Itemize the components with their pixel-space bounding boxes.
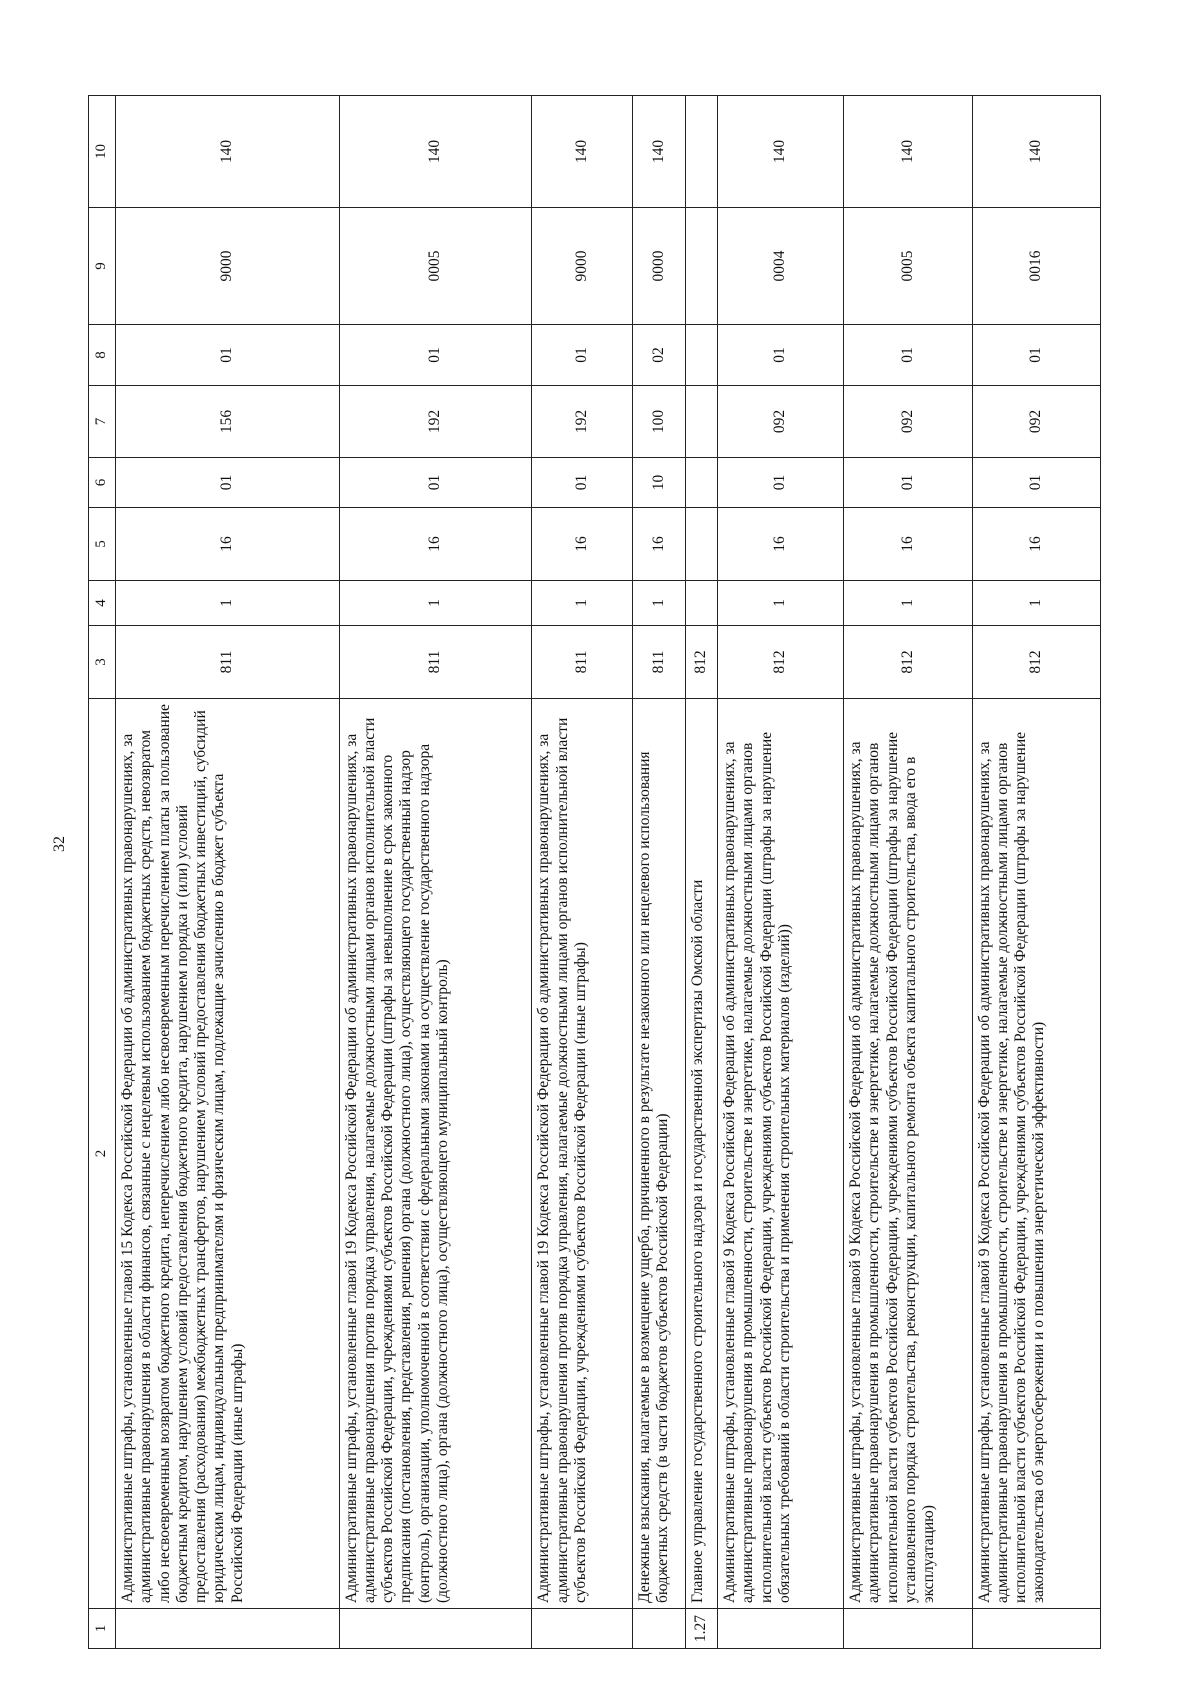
- code-subgroup: 16: [972, 508, 1100, 581]
- column-header: 6: [89, 458, 116, 508]
- code-economic: 140: [116, 96, 340, 208]
- code-program: 9000: [116, 208, 340, 325]
- revenue-codes-table: [88, 95, 1101, 1649]
- code-element: 01: [339, 325, 532, 386]
- code-subgroup: 16: [633, 508, 686, 581]
- row-description: Административные штрафы, установленные главой 19 Кодекса Российской Федерации об административных правонарушениях, за административные правонарушения против порядка управления, налагаемые должностными лицами органов исполнительной власти субъектов Российской Федерации, учреждениями субъектов Российской Федерации (иные штрафы): [532, 699, 633, 1609]
- table-row: [972, 96, 1100, 1649]
- code-program: 0004: [717, 208, 843, 325]
- rotated-table-container: [88, 96, 1101, 1649]
- column-header: 5: [89, 508, 116, 581]
- code-admin: 812: [685, 626, 717, 699]
- row-description: Денежные взыскания, налагаемые в возмещение ущерба, причиненного в результате незаконного или нецелевого использования бюджетных средств (в части бюджетов субъектов Российской Федерации): [633, 699, 686, 1609]
- code-article: 01: [532, 458, 633, 508]
- column-header: 9: [89, 208, 116, 325]
- code-program: [685, 208, 717, 325]
- code-group: 1: [633, 581, 686, 626]
- code-program: 0005: [844, 208, 972, 325]
- code-element: 01: [717, 325, 843, 386]
- code-economic: 140: [532, 96, 633, 208]
- code-subgroup: 16: [532, 508, 633, 581]
- code-element: 01: [116, 325, 340, 386]
- code-element: 02: [633, 325, 686, 386]
- code-subarticle: 192: [532, 386, 633, 458]
- row-number: [972, 1609, 1100, 1649]
- code-element: [685, 325, 717, 386]
- code-group: 1: [116, 581, 340, 626]
- code-subarticle: 092: [972, 386, 1100, 458]
- code-subgroup: 16: [844, 508, 972, 581]
- code-subarticle: 156: [116, 386, 340, 458]
- column-header: 7: [89, 386, 116, 458]
- code-group: 1: [717, 581, 843, 626]
- code-element: 01: [972, 325, 1100, 386]
- code-group: 1: [844, 581, 972, 626]
- code-economic: [685, 96, 717, 208]
- row-description: Административные штрафы, установленные главой 9 Кодекса Российской Федерации об административных правонарушениях, за административные правонарушения в промышленности, строительстве и энергетике, налагаемые должностными лицами органов исполнительной власти субъектов Российской Федерации, учреждениями субъектов Российской Федерации (штрафы за нарушение обязательных требований в области строительства и применения строительных материалов (изделий)): [717, 699, 843, 1609]
- code-group: 1: [532, 581, 633, 626]
- section-number: 1.27: [685, 1609, 717, 1649]
- row-number: [717, 1609, 843, 1649]
- code-subgroup: [685, 508, 717, 581]
- code-admin: 811: [339, 626, 532, 699]
- code-group: [685, 581, 717, 626]
- header-row: [89, 96, 116, 1649]
- code-subarticle: 092: [717, 386, 843, 458]
- code-subarticle: [685, 386, 717, 458]
- code-admin: 811: [532, 626, 633, 699]
- code-economic: 140: [844, 96, 972, 208]
- code-element: 01: [844, 325, 972, 386]
- code-article: 01: [717, 458, 843, 508]
- table-row: [532, 96, 633, 1649]
- code-admin: 812: [844, 626, 972, 699]
- table-row: [717, 96, 843, 1649]
- code-program: 0000: [633, 208, 686, 325]
- code-admin: 811: [116, 626, 340, 699]
- code-admin: 812: [972, 626, 1100, 699]
- code-element: 01: [532, 325, 633, 386]
- table-row: [116, 96, 340, 1649]
- row-description: Административные штрафы, установленные главой 9 Кодекса Российской Федерации об административных правонарушениях, за административные правонарушения в промышленности, строительстве и энергетике, налагаемые должностными лицами органов исполнительной власти субъектов Российской Федерации, учреждениями субъектов Российской Федерации (штрафы за нарушение законодательства об энергосбережении и о повышении энергетической эффективности): [972, 699, 1100, 1609]
- code-economic: 140: [972, 96, 1100, 208]
- row-description: Административные штрафы, установленные главой 9 Кодекса Российской Федерации об административных правонарушениях, за административные правонарушения в промышленности, строительстве и энергетике, налагаемые должностными лицами органов исполнительной власти субъектов Российской Федерации, учреждениями субъектов Российской Федерации (штрафы за нарушение установленного порядка строительства, реконструкции, капитального ремонта объекта капитального строительства, ввода его в эксплуатацию): [844, 699, 972, 1609]
- row-number: [532, 1609, 633, 1649]
- code-article: 01: [972, 458, 1100, 508]
- column-header: 3: [89, 626, 116, 699]
- row-number: [116, 1609, 340, 1649]
- code-subarticle: 092: [844, 386, 972, 458]
- row-number: [339, 1609, 532, 1649]
- code-admin: 812: [717, 626, 843, 699]
- code-economic: 140: [633, 96, 686, 208]
- table-row: [844, 96, 972, 1649]
- code-admin: 811: [633, 626, 686, 699]
- code-group: 1: [972, 581, 1100, 626]
- code-group: 1: [339, 581, 532, 626]
- table-row-section: [685, 96, 717, 1649]
- code-economic: 140: [339, 96, 532, 208]
- code-article: 01: [844, 458, 972, 508]
- column-header: 4: [89, 581, 116, 626]
- code-subarticle: 100: [633, 386, 686, 458]
- column-header: 8: [89, 325, 116, 386]
- code-program: 0005: [339, 208, 532, 325]
- column-header: 10: [89, 96, 116, 208]
- row-number: [844, 1609, 972, 1649]
- code-economic: 140: [717, 96, 843, 208]
- code-article: 01: [116, 458, 340, 508]
- row-description: Административные штрафы, установленные главой 15 Кодекса Российской Федерации об административных правонарушениях, за административные правонарушения в области финансов, связанные с нецелевым использованием бюджетных средств, невозвратом либо несвоевременным возвратом бюджетного кредита, неперечислением либо несвоевременным перечислением платы за пользование бюджетным кредитом, нарушением условий предоставления бюджетного кредита, нарушением порядка и (или) условий предоставления (расходования) межбюджетных трансфертов, нарушением условий предоставления бюджетных инвестиций, субсидий юридическим лицам, индивидуальным предпринимателям и физическим лицам, подлежащие зачислению в бюджет субъекта Российской Федерации (иные штрафы): [116, 699, 340, 1609]
- section-title: Главное управление государственного строительного надзора и государственной экспертизы Омской области: [685, 699, 717, 1609]
- column-header: 1: [89, 1609, 116, 1649]
- table-row: [339, 96, 532, 1649]
- row-description: Административные штрафы, установленные главой 19 Кодекса Российской Федерации об административных правонарушениях, за административные правонарушения против порядка управления, налагаемые должностными лицами органов исполнительной власти субъектов Российской Федерации, учреждениями субъектов Российской Федерации (штрафы за невыполнение в срок законного предписания (постановления, представления, решения) органа (должностного лица), осуществляющего государственный надзор (контроль), организации, уполномоченной в соответствии с федеральными законами на осуществление государственного надзора (должностного лица), органа (должностного лица), осуществляющего муниципальный контроль): [339, 699, 532, 1609]
- code-program: 0016: [972, 208, 1100, 325]
- column-header: 2: [89, 699, 116, 1609]
- code-subarticle: 192: [339, 386, 532, 458]
- table-rotator: [88, 96, 1101, 1649]
- code-article: 10: [633, 458, 686, 508]
- code-program: 9000: [532, 208, 633, 325]
- code-subgroup: 16: [339, 508, 532, 581]
- table-row: [633, 96, 686, 1649]
- code-subgroup: 16: [116, 508, 340, 581]
- code-subgroup: 16: [717, 508, 843, 581]
- code-article: 01: [339, 458, 532, 508]
- code-article: [685, 458, 717, 508]
- page-number: 32: [51, 836, 68, 852]
- row-number: [633, 1609, 686, 1649]
